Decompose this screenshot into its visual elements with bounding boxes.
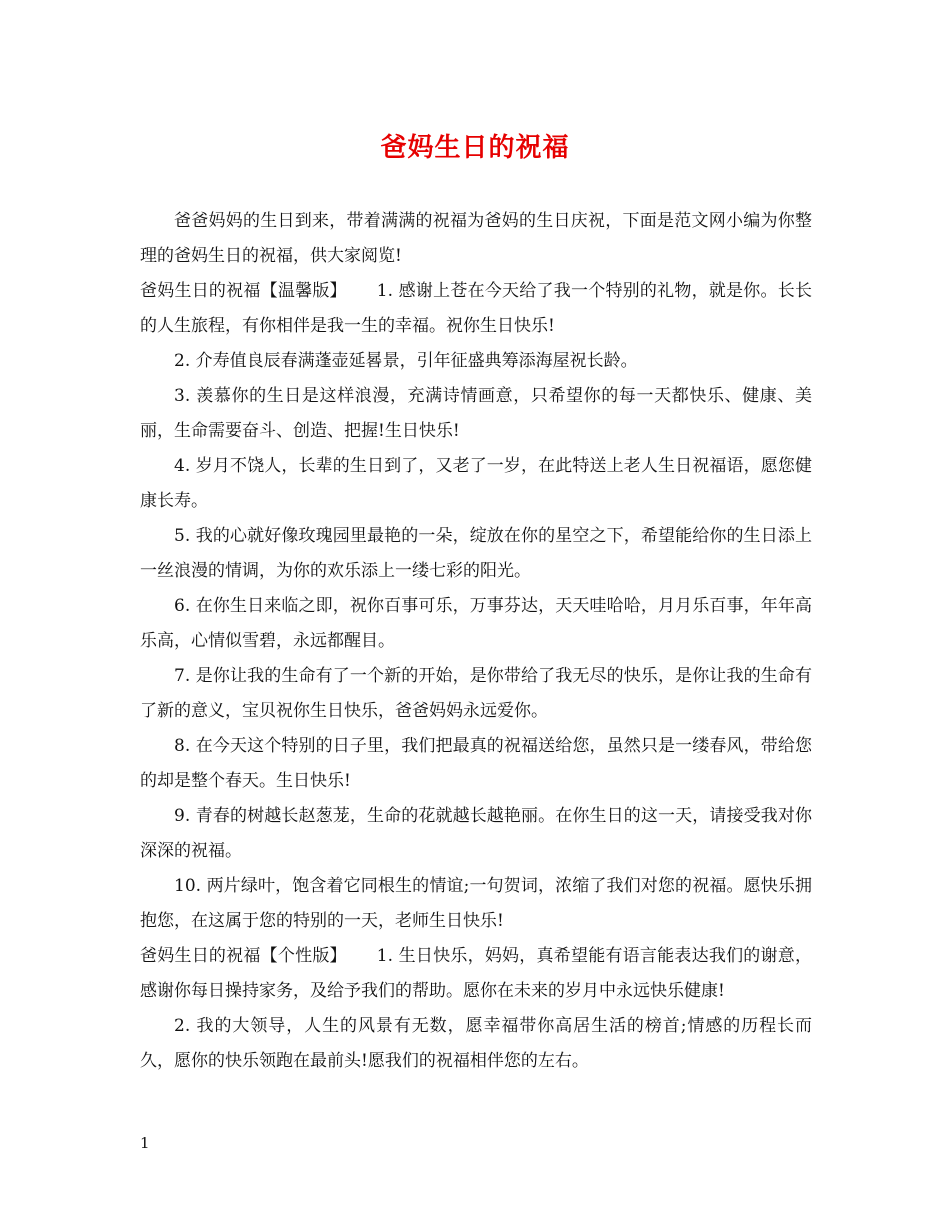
list-item: 8. 在今天这个特别的日子里，我们把最真的祝福送给您，虽然只是一缕春风，带给您的却是整个春天。生日快乐! xyxy=(140,736,812,791)
list-item: 7. 是你让我的生命有了一个新的开始，是你带给了我无尽的快乐，是你让我的生命有了新的意义，宝贝祝你生日快乐，爸爸妈妈永远爱你。 xyxy=(140,666,812,721)
list-item: 9. 青春的树越长赵葱茏，生命的花就越长越艳丽。在你生日的这一天，请接受我对你深深的祝福。 xyxy=(140,806,812,861)
intro-paragraph: 爸爸妈妈的生日到来，带着满满的祝福为爸妈的生日庆祝，下面是范文网小编为你整理的爸妈生日的祝福，供大家阅览! xyxy=(140,211,812,266)
list-item: 6. 在你生日来临之即，祝你百事可乐，万事芬达，天天哇哈哈，月月乐百事，年年高乐高，心情似雪碧，永远都醒目。 xyxy=(140,596,812,651)
document-title: 爸妈生日的祝福 xyxy=(380,133,570,163)
list-item: 2. 我的大领导，人生的风景有无数，愿幸福带你高居生活的榜首;情感的历程长而久，愿你的快乐领跑在最前头!愿我们的祝福相伴您的左右。 xyxy=(140,1016,812,1071)
section-first-item: 1. 感谢上苍在今天给了我一个特别的礼物，就是你。长长的人生旅程，有你相伴是我一生的幸福。祝你生日快乐! xyxy=(140,281,813,336)
section-first-item: 1. 生日快乐，妈妈，真希望能有语言能表达我们的谢意，感谢你每日操持家务，及给予我们的帮助。愿你在未来的岁月中永远快乐健康! xyxy=(140,946,813,1001)
section-heading-personal xyxy=(140,939,812,1009)
document-body xyxy=(140,204,812,1079)
list-item: 10. 两片绿叶，饱含着它同根生的情谊;一句贺词，浓缩了我们对您的祝福。愿快乐拥抱您，在这属于您的特别的一天，老师生日快乐! xyxy=(140,876,812,931)
list-item: 3. 羡慕你的生日是这样浪漫，充满诗情画意，只希望你的每一天都快乐、健康、美丽，生命需要奋斗、创造、把握!生日快乐! xyxy=(140,386,812,441)
section-heading-warm xyxy=(140,274,812,344)
list-item: 5. 我的心就好像玫瑰园里最艳的一朵，绽放在你的星空之下，希望能给你的生日添上一丝浪漫的情调，为你的欢乐添上一缕七彩的阳光。 xyxy=(140,526,812,581)
list-item: 2. 介寿值良辰春满蓬壶延晷景，引年征盛典筹添海屋祝长龄。 xyxy=(174,351,638,371)
section-heading-label: 爸妈生日的祝福【个性版】 xyxy=(140,946,347,966)
page-number: 1 xyxy=(140,1134,150,1152)
list-item: 4. 岁月不饶人，长辈的生日到了，又老了一岁，在此特送上老人生日祝福语，愿您健康长寿。 xyxy=(140,456,812,511)
section-heading-label: 爸妈生日的祝福【温馨版】 xyxy=(140,281,347,301)
